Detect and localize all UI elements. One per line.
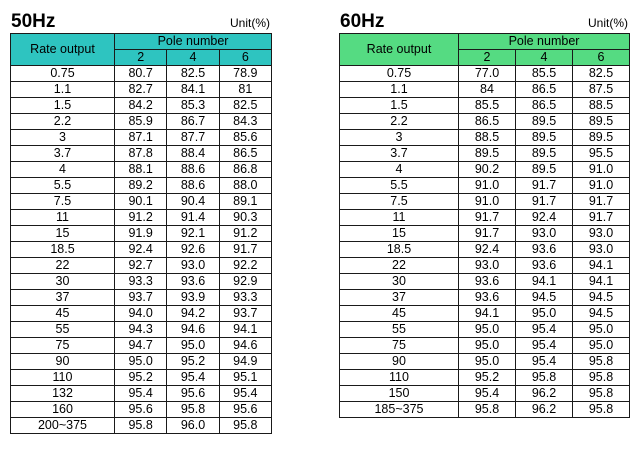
pole-6-cell: 88.0 (219, 178, 271, 194)
pole-4-cell: 94.5 (516, 290, 573, 306)
table-heading (339, 8, 630, 33)
pole-6-cell: 95.8 (573, 386, 630, 402)
rate-output-cell: 4 (11, 162, 115, 178)
pole-2-cell: 91.7 (459, 226, 516, 242)
pole-number-header: Pole number (115, 34, 272, 50)
pole-2-cell: 93.6 (459, 290, 516, 306)
table-row (340, 162, 630, 178)
pole-4-cell: 94.6 (167, 322, 219, 338)
table-row (11, 114, 272, 130)
table-row (11, 242, 272, 258)
pole-4-cell: 95.0 (167, 338, 219, 354)
pole-6-cell: 95.1 (219, 370, 271, 386)
pole-2-cell: 85.5 (459, 98, 516, 114)
rate-output-header: Rate output (340, 34, 459, 66)
table-row (340, 322, 630, 338)
pole-6-cell: 93.3 (219, 290, 271, 306)
pole-4-cell: 95.8 (516, 370, 573, 386)
rate-output-cell: 11 (340, 210, 459, 226)
pole-2-cell: 95.4 (459, 386, 516, 402)
pole-2-cell: 88.5 (459, 130, 516, 146)
pole-2-cell: 93.3 (115, 274, 167, 290)
rate-output-cell: 18.5 (11, 242, 115, 258)
data-table (339, 33, 630, 418)
table-row (340, 178, 630, 194)
pole-2-cell: 91.7 (459, 210, 516, 226)
table-row (11, 338, 272, 354)
rate-output-cell: 7.5 (11, 194, 115, 210)
pole-2-cell: 95.0 (459, 338, 516, 354)
table-row (11, 146, 272, 162)
pole-4-cell: 82.5 (167, 66, 219, 82)
table-row (340, 146, 630, 162)
pole-6-cell: 78.9 (219, 66, 271, 82)
pole-6-cell: 95.8 (219, 418, 271, 434)
rate-output-cell: 110 (11, 370, 115, 386)
rate-output-cell: 45 (11, 306, 115, 322)
pole-6-cell: 94.1 (219, 322, 271, 338)
pole-header-6: 6 (573, 50, 630, 66)
table-row (11, 210, 272, 226)
pole-4-cell: 95.0 (516, 306, 573, 322)
pole-4-cell: 95.4 (167, 370, 219, 386)
table-row (340, 402, 630, 418)
rate-output-cell: 5.5 (11, 178, 115, 194)
table-row (11, 226, 272, 242)
pole-4-cell: 96.2 (516, 402, 573, 418)
rate-output-header: Rate output (11, 34, 115, 66)
pole-6-cell: 86.8 (219, 162, 271, 178)
pole-6-cell: 91.2 (219, 226, 271, 242)
table-row (340, 290, 630, 306)
table-row (11, 354, 272, 370)
pole-6-cell: 91.7 (219, 242, 271, 258)
table-row (11, 178, 272, 194)
pole-4-cell: 94.2 (167, 306, 219, 322)
frequency-title: 50Hz (11, 11, 56, 32)
pole-2-cell: 95.4 (115, 386, 167, 402)
pole-2-cell: 94.7 (115, 338, 167, 354)
unit-label: Unit(%) (229, 16, 270, 30)
pole-2-cell: 95.2 (115, 370, 167, 386)
rate-output-cell: 75 (340, 338, 459, 354)
pole-4-cell: 89.5 (516, 146, 573, 162)
pole-2-cell: 95.2 (459, 370, 516, 386)
pole-6-cell: 91.0 (573, 178, 630, 194)
rate-output-cell: 150 (340, 386, 459, 402)
table-row (11, 370, 272, 386)
table-row (340, 354, 630, 370)
pole-6-cell: 82.5 (219, 98, 271, 114)
pole-6-cell: 93.0 (573, 226, 630, 242)
pole-2-cell: 84 (459, 82, 516, 98)
pole-6-cell: 88.5 (573, 98, 630, 114)
pole-2-cell: 92.4 (115, 242, 167, 258)
table-row (11, 66, 272, 82)
pole-2-cell: 95.0 (115, 354, 167, 370)
pole-4-cell: 95.4 (516, 322, 573, 338)
pole-6-cell: 82.5 (573, 66, 630, 82)
efficiency-table-60hz (339, 8, 630, 418)
data-table (10, 33, 272, 434)
pole-6-cell: 86.5 (219, 146, 271, 162)
pole-header-2: 2 (459, 50, 516, 66)
pole-6-cell: 94.6 (219, 338, 271, 354)
unit-label: Unit(%) (587, 16, 628, 30)
rate-output-cell: 3.7 (340, 146, 459, 162)
pole-4-cell: 95.6 (167, 386, 219, 402)
table-row (11, 306, 272, 322)
pole-4-cell: 92.6 (167, 242, 219, 258)
table-row (340, 130, 630, 146)
pole-4-cell: 91.7 (516, 178, 573, 194)
pole-2-cell: 92.7 (115, 258, 167, 274)
rate-output-cell: 11 (11, 210, 115, 226)
pole-4-cell: 88.6 (167, 178, 219, 194)
pole-2-cell: 95.0 (459, 354, 516, 370)
table-row (340, 338, 630, 354)
pole-4-cell: 89.5 (516, 162, 573, 178)
pole-2-cell: 94.0 (115, 306, 167, 322)
table-row (340, 370, 630, 386)
rate-output-cell: 1.1 (340, 82, 459, 98)
table-row (340, 306, 630, 322)
pole-2-cell: 95.0 (459, 322, 516, 338)
rate-output-cell: 185~375 (340, 402, 459, 418)
rate-output-cell: 132 (11, 386, 115, 402)
table-row (340, 66, 630, 82)
rate-output-cell: 22 (340, 258, 459, 274)
rate-output-cell: 75 (11, 338, 115, 354)
rate-output-cell: 55 (11, 322, 115, 338)
pole-4-cell: 93.6 (167, 274, 219, 290)
pole-6-cell: 84.3 (219, 114, 271, 130)
pole-2-cell: 80.7 (115, 66, 167, 82)
rate-output-cell: 22 (11, 258, 115, 274)
pole-2-cell: 84.2 (115, 98, 167, 114)
pole-6-cell: 81 (219, 82, 271, 98)
pole-4-cell: 91.7 (516, 194, 573, 210)
table-row (340, 242, 630, 258)
pole-4-cell: 89.5 (516, 114, 573, 130)
pole-6-cell: 92.2 (219, 258, 271, 274)
pole-6-cell: 89.1 (219, 194, 271, 210)
rate-output-cell: 160 (11, 402, 115, 418)
pole-6-cell: 93.7 (219, 306, 271, 322)
pole-6-cell: 95.6 (219, 402, 271, 418)
table-row (11, 130, 272, 146)
rate-output-cell: 110 (340, 370, 459, 386)
rate-output-cell: 3 (340, 130, 459, 146)
pole-4-cell: 93.6 (516, 242, 573, 258)
pole-6-cell: 89.5 (573, 114, 630, 130)
pole-4-cell: 93.0 (167, 258, 219, 274)
pole-4-cell: 85.5 (516, 66, 573, 82)
pole-4-cell: 86.5 (516, 98, 573, 114)
pole-2-cell: 95.8 (459, 402, 516, 418)
pole-2-cell: 91.9 (115, 226, 167, 242)
pole-4-cell: 94.1 (516, 274, 573, 290)
table-row (340, 98, 630, 114)
rate-output-cell: 30 (340, 274, 459, 290)
table-row (11, 418, 272, 434)
pole-4-cell: 93.9 (167, 290, 219, 306)
pole-4-cell: 95.4 (516, 338, 573, 354)
pole-4-cell: 88.4 (167, 146, 219, 162)
pole-header-4: 4 (167, 50, 219, 66)
rate-output-cell: 37 (340, 290, 459, 306)
pole-4-cell: 95.8 (167, 402, 219, 418)
pole-6-cell: 87.5 (573, 82, 630, 98)
pole-6-cell: 85.6 (219, 130, 271, 146)
pole-4-cell: 90.4 (167, 194, 219, 210)
rate-output-cell: 1.5 (11, 98, 115, 114)
pole-4-cell: 95.4 (516, 354, 573, 370)
rate-output-cell: 7.5 (340, 194, 459, 210)
table-row (340, 258, 630, 274)
pole-2-cell: 95.6 (115, 402, 167, 418)
rate-output-cell: 0.75 (11, 66, 115, 82)
table-row (11, 290, 272, 306)
pole-6-cell: 91.7 (573, 210, 630, 226)
table-row (11, 258, 272, 274)
pole-6-cell: 95.8 (573, 354, 630, 370)
pole-header-4: 4 (516, 50, 573, 66)
rate-output-cell: 18.5 (340, 242, 459, 258)
pole-4-cell: 91.4 (167, 210, 219, 226)
frequency-title: 60Hz (340, 11, 385, 32)
pole-6-cell: 94.5 (573, 306, 630, 322)
pole-6-cell: 89.5 (573, 130, 630, 146)
pole-2-cell: 95.8 (115, 418, 167, 434)
rate-output-cell: 3 (11, 130, 115, 146)
table-row (11, 386, 272, 402)
table-row (340, 274, 630, 290)
table-row (11, 402, 272, 418)
pole-6-cell: 91.7 (573, 194, 630, 210)
table-row (11, 82, 272, 98)
pole-2-cell: 85.9 (115, 114, 167, 130)
rate-output-cell: 55 (340, 322, 459, 338)
pole-6-cell: 91.0 (573, 162, 630, 178)
pole-6-cell: 95.5 (573, 146, 630, 162)
pole-6-cell: 94.9 (219, 354, 271, 370)
pole-4-cell: 95.2 (167, 354, 219, 370)
pole-6-cell: 95.4 (219, 386, 271, 402)
table-row (340, 194, 630, 210)
rate-output-cell: 45 (340, 306, 459, 322)
pole-2-cell: 89.2 (115, 178, 167, 194)
rate-output-cell: 1.1 (11, 82, 115, 98)
pole-4-cell: 86.5 (516, 82, 573, 98)
pole-6-cell: 93.0 (573, 242, 630, 258)
pole-6-cell: 95.8 (573, 370, 630, 386)
pole-6-cell: 95.0 (573, 322, 630, 338)
pole-4-cell: 88.6 (167, 162, 219, 178)
pole-4-cell: 93.6 (516, 258, 573, 274)
pole-2-cell: 92.4 (459, 242, 516, 258)
table-heading (10, 8, 272, 33)
pole-4-cell: 87.7 (167, 130, 219, 146)
pole-header-6: 6 (219, 50, 271, 66)
pole-2-cell: 93.0 (459, 258, 516, 274)
rate-output-cell: 2.2 (340, 114, 459, 130)
table-row (340, 226, 630, 242)
pole-6-cell: 95.8 (573, 402, 630, 418)
rate-output-cell: 30 (11, 274, 115, 290)
rate-output-cell: 2.2 (11, 114, 115, 130)
pole-2-cell: 94.1 (459, 306, 516, 322)
pole-2-cell: 93.6 (459, 274, 516, 290)
table-row (11, 322, 272, 338)
pole-6-cell: 94.5 (573, 290, 630, 306)
pole-2-cell: 86.5 (459, 114, 516, 130)
pole-4-cell: 93.0 (516, 226, 573, 242)
table-row (11, 194, 272, 210)
pole-2-cell: 90.2 (459, 162, 516, 178)
pole-4-cell: 85.3 (167, 98, 219, 114)
rate-output-cell: 3.7 (11, 146, 115, 162)
pole-2-cell: 91.2 (115, 210, 167, 226)
table-row (340, 386, 630, 402)
pole-4-cell: 92.4 (516, 210, 573, 226)
pole-6-cell: 95.0 (573, 338, 630, 354)
pole-6-cell: 90.3 (219, 210, 271, 226)
pole-number-header: Pole number (459, 34, 630, 50)
pole-4-cell: 92.1 (167, 226, 219, 242)
table-row (340, 210, 630, 226)
pole-2-cell: 94.3 (115, 322, 167, 338)
table-row (11, 98, 272, 114)
pole-4-cell: 89.5 (516, 130, 573, 146)
rate-output-cell: 37 (11, 290, 115, 306)
rate-output-cell: 15 (11, 226, 115, 242)
pole-header-2: 2 (115, 50, 167, 66)
rate-output-cell: 90 (11, 354, 115, 370)
rate-output-cell: 1.5 (340, 98, 459, 114)
pole-2-cell: 87.1 (115, 130, 167, 146)
rate-output-cell: 200~375 (11, 418, 115, 434)
table-row (340, 114, 630, 130)
pole-2-cell: 90.1 (115, 194, 167, 210)
pole-2-cell: 93.7 (115, 290, 167, 306)
rate-output-cell: 4 (340, 162, 459, 178)
pole-2-cell: 89.5 (459, 146, 516, 162)
pole-6-cell: 94.1 (573, 274, 630, 290)
pole-2-cell: 91.0 (459, 178, 516, 194)
pole-4-cell: 96.0 (167, 418, 219, 434)
pole-2-cell: 91.0 (459, 194, 516, 210)
pole-4-cell: 86.7 (167, 114, 219, 130)
rate-output-cell: 15 (340, 226, 459, 242)
pole-6-cell: 94.1 (573, 258, 630, 274)
pole-2-cell: 88.1 (115, 162, 167, 178)
rate-output-cell: 5.5 (340, 178, 459, 194)
pole-6-cell: 92.9 (219, 274, 271, 290)
rate-output-cell: 0.75 (340, 66, 459, 82)
table-row (340, 82, 630, 98)
rate-output-cell: 90 (340, 354, 459, 370)
table-row (11, 162, 272, 178)
pole-2-cell: 87.8 (115, 146, 167, 162)
pole-2-cell: 77.0 (459, 66, 516, 82)
table-row (11, 274, 272, 290)
pole-2-cell: 82.7 (115, 82, 167, 98)
efficiency-table-50hz (10, 8, 272, 434)
pole-4-cell: 84.1 (167, 82, 219, 98)
pole-4-cell: 96.2 (516, 386, 573, 402)
